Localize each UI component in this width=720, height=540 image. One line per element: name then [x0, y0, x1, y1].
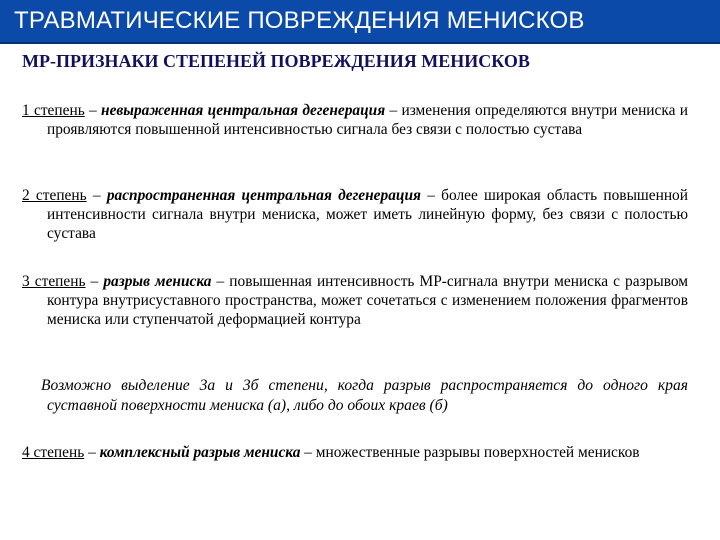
grade-3-label: 3 степень [22, 273, 86, 290]
grade-4-label: 4 степень [22, 444, 85, 461]
grade-4-description: – множественные разрывы поверхностей менисков [300, 444, 640, 461]
grade-3-description: – повышенная интенсивность МР-сигнала внутри мениска с разрывом контура внутрисуставного пространства, может сочетаться с изменением положения фрагментов мениска или ступенчатой деформацией контура [47, 273, 688, 329]
grade-1-label: 1 степень [22, 102, 85, 119]
grade-3-subtypes-note [22, 376, 688, 416]
grade-3-paragraph [22, 272, 688, 330]
grade-1-dash: – [84, 102, 102, 119]
grade-2-description: – более широкая область повышенной интенсивности сигнала внутри мениска, может иметь линейную форму, без связи с полостью сустава [47, 187, 688, 243]
grade-1-name: невыраженная центральная дегенерация [101, 102, 386, 119]
grade-1-paragraph [22, 101, 688, 139]
grade-2-label: 2 степень [22, 187, 87, 204]
grade-4-name: комплексный разрыв мениска [99, 444, 301, 461]
grade-4-dash: – [84, 444, 100, 461]
page-title: ТРАВМАТИЧЕСКИЕ ПОВРЕЖДЕНИЯ МЕНИСКОВ [14, 7, 585, 34]
grade-2-name: распространенная центральная дегенерация [106, 187, 421, 204]
title-bar [0, 0, 720, 44]
note-text: Возможно выделение 3а и 3б степени, когда разрыв распространяется до одного края суставной поверхности мениска (а), либо до обоих краев (б) [41, 377, 688, 414]
grade-2-dash: – [86, 187, 107, 204]
grade-1-description: – изменения определяются внутри мениска и проявляются повышенной интенсивностью сигнала без связи с полостью сустава [47, 102, 688, 139]
grade-3-dash: – [85, 273, 104, 290]
page-subtitle: МР-ПРИЗНАКИ СТЕПЕНЕЙ ПОВРЕЖДЕНИЯ МЕНИСКОВ [22, 51, 530, 71]
grade-3-name: разрыв мениска [103, 273, 212, 290]
grade-4-paragraph [22, 443, 688, 462]
grade-2-paragraph [22, 186, 688, 244]
